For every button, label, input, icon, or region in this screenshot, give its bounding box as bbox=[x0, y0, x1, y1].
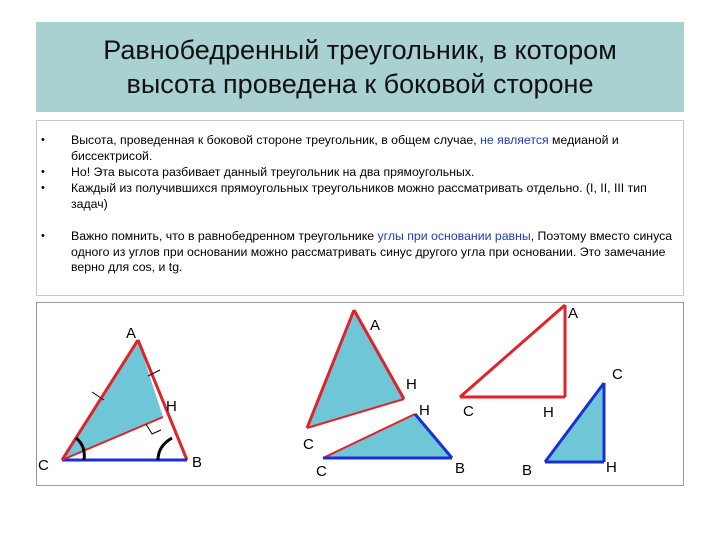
label-second-A: А bbox=[370, 317, 381, 334]
bullet-dot: • bbox=[41, 166, 45, 178]
label-second-H: Н bbox=[406, 376, 417, 393]
bullet-highlight: не является bbox=[480, 133, 549, 147]
label-fourth-A: А bbox=[568, 305, 579, 322]
label-third-C: С bbox=[316, 463, 327, 480]
label-main-A: А bbox=[126, 325, 137, 342]
label-third-H: Н bbox=[419, 402, 430, 419]
bullet-text: Каждый из получившихся прямоугольных треугольников можно рассматривать отдельно. (I, II, III тип задач) bbox=[71, 181, 647, 211]
bullet-tail: медианой и биссектрисой. bbox=[71, 133, 619, 163]
bullet-dot: • bbox=[41, 182, 45, 194]
bullet-text: Но! Эта высота разбивает данный треугольник на два прямоугольных. bbox=[71, 165, 475, 179]
label-fifth-C: С bbox=[612, 366, 623, 383]
label-fourth-H: Н bbox=[543, 404, 554, 421]
label-fourth-C: С bbox=[463, 403, 474, 420]
label-main-C: С bbox=[38, 457, 49, 474]
title-line-2: высота проведена к боковой стороне bbox=[126, 69, 594, 99]
bullet-tail: , Поэтому вместо синуса одного из углов при основании можно рассматривать синус другого угла при основании. Это замечание верно для cos, и tg. bbox=[71, 229, 673, 274]
label-fifth-H: Н bbox=[606, 459, 617, 476]
label-main-H: Н bbox=[166, 398, 177, 415]
label-fifth-B: В bbox=[522, 462, 533, 479]
label-third-B: В bbox=[455, 460, 466, 477]
bullet-dot: • bbox=[41, 134, 45, 146]
label-main-B: В bbox=[192, 454, 203, 471]
label-second-C: С bbox=[303, 436, 314, 453]
bullet-dot: • bbox=[41, 230, 45, 242]
bullet-text: Высота, проведенная к боковой стороне треугольник, в общем случае, bbox=[71, 133, 481, 147]
second-triangle bbox=[307, 310, 404, 428]
bullet-text: Важно помнить, что в равнобедренном треугольнике bbox=[71, 229, 378, 243]
title-line-1: Равнобедренный треугольник, в котором bbox=[103, 35, 617, 65]
bullet-highlight: углы при основании равны bbox=[377, 229, 531, 243]
